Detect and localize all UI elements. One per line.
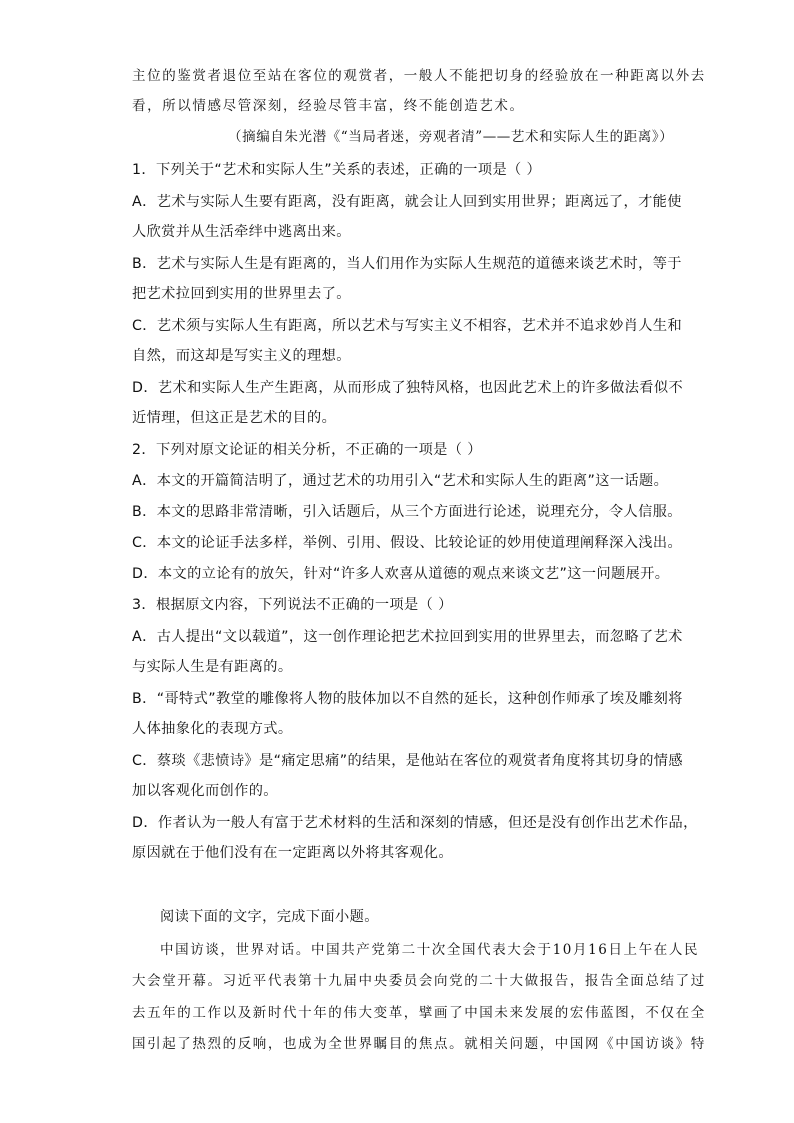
q3-option-d-cont: 原因就在于他们没有在一定距离以外将其客观化。: [132, 845, 453, 861]
passage-line: 主位的鉴赏者退位至站在客位的观赏者，一般人不能把切身的经验放在一种距离以外去: [132, 68, 706, 84]
q3-option-c-cont: 加以客观化而创作的。: [132, 783, 278, 799]
q3-option-c: C．蔡琰《悲愤诗》是“痛定思痛”的结果，是他站在客位的观赏者角度将其切身的情感: [132, 753, 683, 769]
q2-option-d: D．本文的立论有的放矢，针对“许多人欢喜从道德的观点来谈文艺”这一问题展开。: [132, 566, 670, 582]
q1-option-d-cont: 近情理，但这正是艺术的目的。: [132, 410, 337, 426]
question-3-stem: 3．根据原文内容，下列说法不正确的一项是（ ）: [132, 597, 453, 613]
q1-option-b-cont: 把艺术拉回到实用的世界里去了。: [132, 286, 351, 302]
q2-option-b: B．本文的思路非常清晰，引入话题后，从三个方面进行论述，说理充分，令人信服。: [132, 504, 682, 520]
source-citation: （摘编自朱光潜《“当局者迷，旁观者清”——艺术和实际人生的距离》）: [228, 129, 674, 145]
q1-option-c-cont: 自然，而这却是写实主义的理想。: [132, 348, 351, 364]
q1-option-a: A．艺术与实际人生要有距离，没有距离，就会让人回到实用世界；距离远了，才能使: [132, 194, 682, 210]
question-2-stem: 2．下列对原文论证的相关分析，不正确的一项是（ ）: [132, 442, 482, 458]
q1-option-b: B．艺术与实际人生是有距离的，当人们用作为实际人生规范的道德来谈艺术时，等于: [132, 256, 682, 272]
q1-option-c: C．艺术须与实际人生有距离，所以艺术与写实主义不相容，艺术并不追求妙肖人生和: [132, 318, 683, 334]
passage-line: 中国访谈，世界对话。中国共产党第二十次全国代表大会于10月16日上午在人民: [160, 942, 700, 958]
passage-line: 去五年的工作以及新时代十年的伟大变革，擘画了中国未来发展的宏伟蓝图，不仅在全: [132, 1005, 706, 1021]
q1-option-d: D．艺术和实际人生产生距离，从而形成了独特风格，也因此艺术上的许多做法看似不: [132, 380, 684, 396]
question-1-stem: 1．下列关于“艺术和实际人生”关系的表述，正确的一项是（ ）: [132, 162, 542, 178]
passage-line: 看，所以情感尽管深刻，经验尽管丰富，终不能创造艺术。: [132, 98, 525, 114]
q3-option-a: A．古人提出“文以载道”，这一创作理论把艺术拉回到实用的世界里去，而忽略了艺术: [132, 629, 683, 645]
q2-option-a: A．本文的开篇简洁明了，通过艺术的功用引入“艺术和实际人生的距离”这一话题。: [132, 473, 669, 489]
q3-option-a-cont: 与实际人生是有距离的。: [132, 659, 293, 675]
q3-option-b-cont: 人体抽象化的表现方式。: [132, 721, 293, 737]
q2-option-c: C．本文的论证手法多样，举例、引用、假设、比较论证的妙用使道理阐释深入浅出。: [132, 535, 683, 551]
reading-instruction: 阅读下面的文字，完成下面小题。: [160, 909, 379, 925]
q3-option-b: B．“哥特式”教堂的雕像将人物的肢体加以不自然的延长，这种创作师承了埃及雕刻将: [132, 691, 683, 707]
passage-line: 国引起了热烈的反响，也成为全世界瞩目的焦点。就相关问题，中国网《中国访谈》特: [132, 1036, 706, 1052]
passage-line: 大会堂开幕。习近平代表第十九届中央委员会向党的二十大做报告，报告全面总结了过: [132, 973, 706, 989]
q3-option-d: D．作者认为一般人有富于艺术材料的生活和深刻的情感，但还是没有创作出艺术作品，: [132, 815, 698, 831]
q1-option-a-cont: 人欣赏并从生活牵绊中逃离出来。: [132, 224, 351, 240]
